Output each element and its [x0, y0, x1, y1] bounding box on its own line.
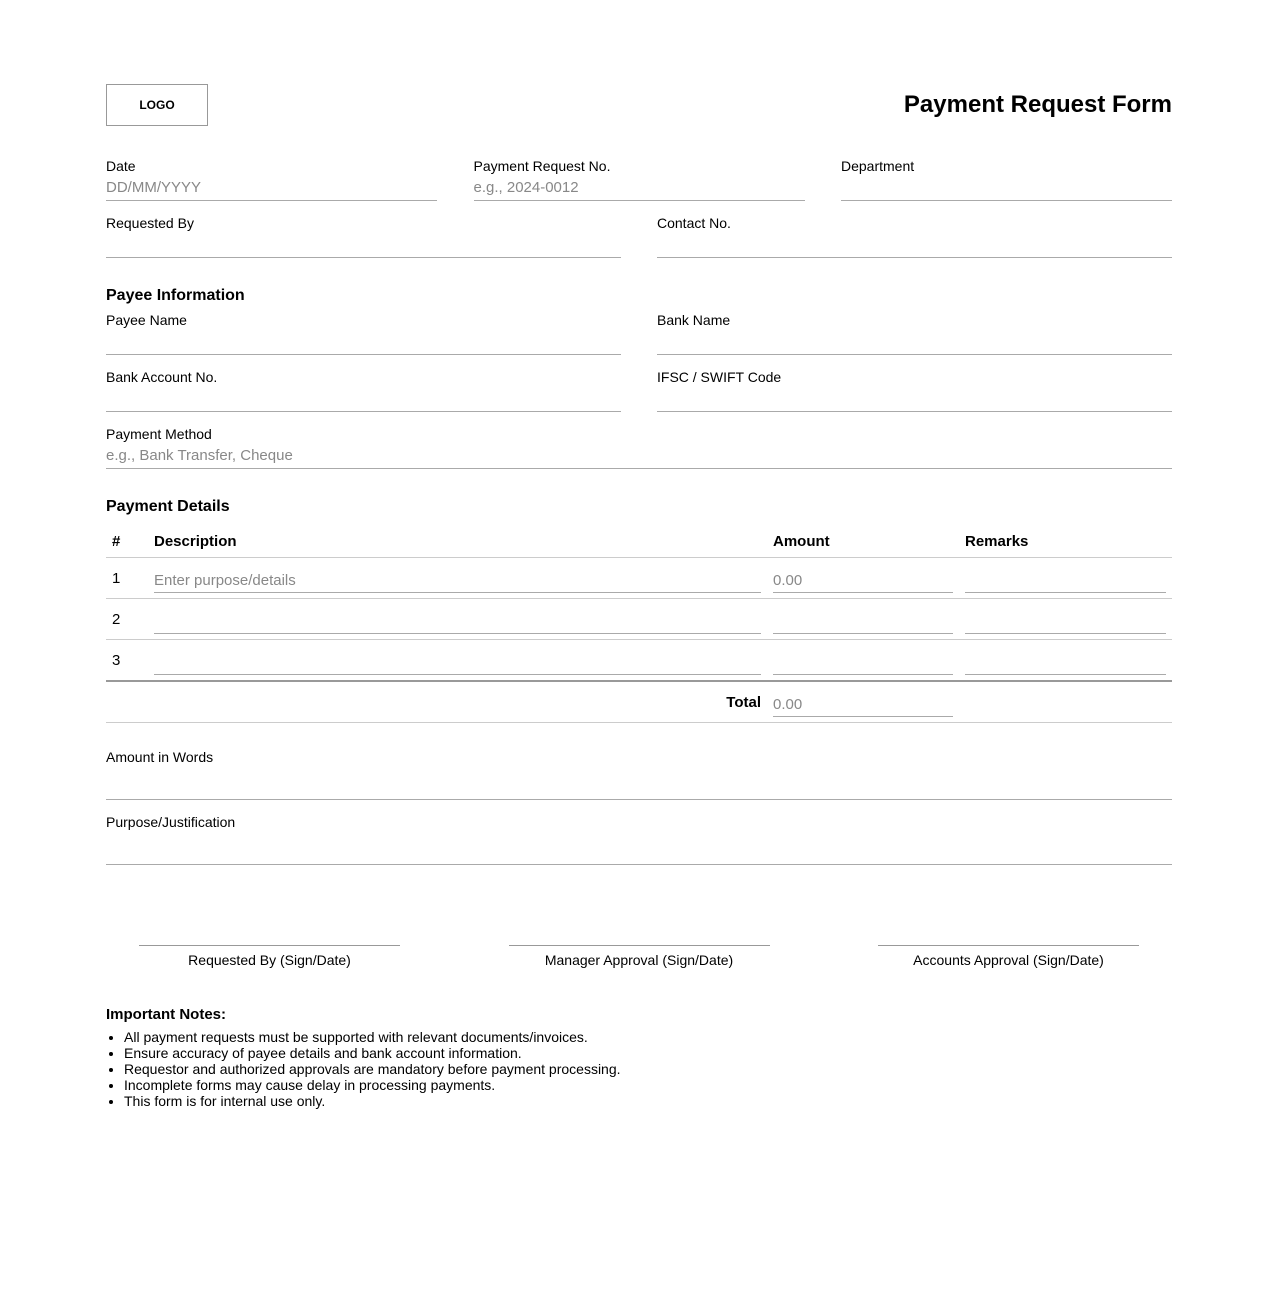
account-no-input[interactable] [106, 385, 621, 412]
amount-input[interactable] [773, 651, 953, 675]
purpose-field-group [106, 814, 1172, 865]
payment-method-label: Payment Method [106, 426, 212, 442]
table-row [106, 599, 1172, 640]
department-label: Department [841, 158, 915, 174]
date-field-group [106, 158, 437, 201]
remarks-input[interactable] [965, 610, 1166, 634]
remarks-cell [959, 558, 1172, 599]
payee-row-1 [106, 312, 1172, 355]
description-input[interactable] [154, 651, 761, 675]
date-label: Date [106, 158, 136, 174]
purpose-row [106, 814, 1172, 865]
bank-name-input[interactable] [657, 328, 1172, 355]
payee-name-label: Payee Name [106, 312, 187, 328]
row-number: 3 [106, 640, 148, 682]
notes-title: Important Notes: [106, 1006, 226, 1023]
payment-details-table [106, 525, 1172, 723]
note-item: • Ensure accuracy of payee details and bank account information. [124, 1045, 1172, 1061]
bank-name-label: Bank Name [657, 312, 731, 328]
payee-name-field-group [106, 312, 621, 355]
total-label: Total [106, 681, 767, 723]
logo-text: LOGO [139, 98, 175, 112]
amount-cell [767, 640, 959, 682]
ifsc-label: IFSC / SWIFT Code [657, 369, 782, 385]
payee-row-3 [106, 426, 1172, 469]
requested-by-input[interactable] [106, 231, 621, 258]
remarks-input[interactable] [965, 651, 1166, 675]
note-item: • Requestor and authorized approvals are mandatory before payment processing. [124, 1061, 1172, 1077]
logo [106, 84, 208, 126]
amount-words-label: Amount in Words [106, 749, 214, 765]
note-item: • Incomplete forms may cause delay in processing payments. [124, 1077, 1172, 1093]
request-no-field-group [474, 158, 805, 201]
remarks-cell [959, 640, 1172, 682]
total-row [106, 681, 1172, 723]
contact-no-field-group [657, 215, 1172, 258]
requested-by-label: Requested By [106, 215, 194, 231]
col-header-num: # [106, 525, 148, 558]
ifsc-input[interactable] [657, 385, 1172, 412]
col-header-remarks: Remarks [959, 525, 1172, 558]
amount-cell [767, 599, 959, 640]
description-cell [148, 640, 767, 682]
amount-input[interactable] [773, 610, 953, 634]
signature-accounts-approval[interactable]: Accounts Approval (Sign/Date) [878, 945, 1139, 968]
general-row-1 [106, 158, 1172, 201]
signature-manager-approval[interactable]: Manager Approval (Sign/Date) [509, 945, 770, 968]
description-cell [148, 599, 767, 640]
account-no-label: Bank Account No. [106, 369, 218, 385]
purpose-input[interactable] [106, 830, 1172, 865]
payee-section-title: Payee Information [106, 287, 245, 304]
total-input[interactable] [773, 693, 953, 717]
payment-request-form [106, 84, 1172, 1109]
table-header-row [106, 525, 1172, 558]
description-cell [148, 558, 767, 599]
note-item: • This form is for internal use only. [124, 1093, 1172, 1109]
request-no-label: Payment Request No. [473, 158, 611, 174]
total-cell [767, 681, 959, 723]
description-input[interactable] [154, 610, 761, 634]
amount-words-input[interactable] [106, 765, 1172, 800]
requested-by-field-group [106, 215, 621, 258]
remarks-cell [959, 599, 1172, 640]
account-no-field-group [106, 369, 621, 412]
bank-name-field-group [657, 312, 1172, 355]
date-input[interactable] [106, 174, 437, 201]
amount-cell [767, 558, 959, 599]
amount-words-field-group [106, 749, 1172, 800]
row-number: 1 [106, 558, 148, 599]
row-number: 2 [106, 599, 148, 640]
signature-section [106, 945, 1172, 968]
note-item: • All payment requests must be supported with relevant documents/invoices. [124, 1029, 1172, 1045]
contact-no-input[interactable] [657, 231, 1172, 258]
amount-input[interactable] [773, 569, 953, 593]
payment-details-section-title: Payment Details [106, 498, 230, 515]
payee-name-input[interactable] [106, 328, 621, 355]
table-row [106, 558, 1172, 599]
page-title: Payment Request Form [903, 91, 1172, 118]
contact-no-label: Contact No. [657, 215, 731, 231]
col-header-amount: Amount [767, 525, 959, 558]
ifsc-field-group [657, 369, 1172, 412]
general-row-2 [106, 215, 1172, 258]
payment-method-input[interactable] [106, 442, 1172, 469]
table-row [106, 640, 1172, 682]
payee-row-2 [106, 369, 1172, 412]
total-empty-cell [959, 681, 1172, 723]
request-no-input[interactable] [474, 174, 805, 201]
purpose-label: Purpose/Justification [106, 814, 236, 830]
payment-method-field-group [106, 426, 1172, 469]
department-field-group [841, 158, 1172, 201]
department-input[interactable] [841, 174, 1172, 201]
amount-words-row [106, 749, 1172, 800]
notes-list [106, 1029, 1172, 1109]
signature-requested-by[interactable]: Requested By (Sign/Date) [139, 945, 400, 968]
description-input[interactable] [154, 569, 761, 593]
form-header [106, 84, 1172, 126]
remarks-input[interactable] [965, 569, 1166, 593]
col-header-description: Description [148, 525, 767, 558]
